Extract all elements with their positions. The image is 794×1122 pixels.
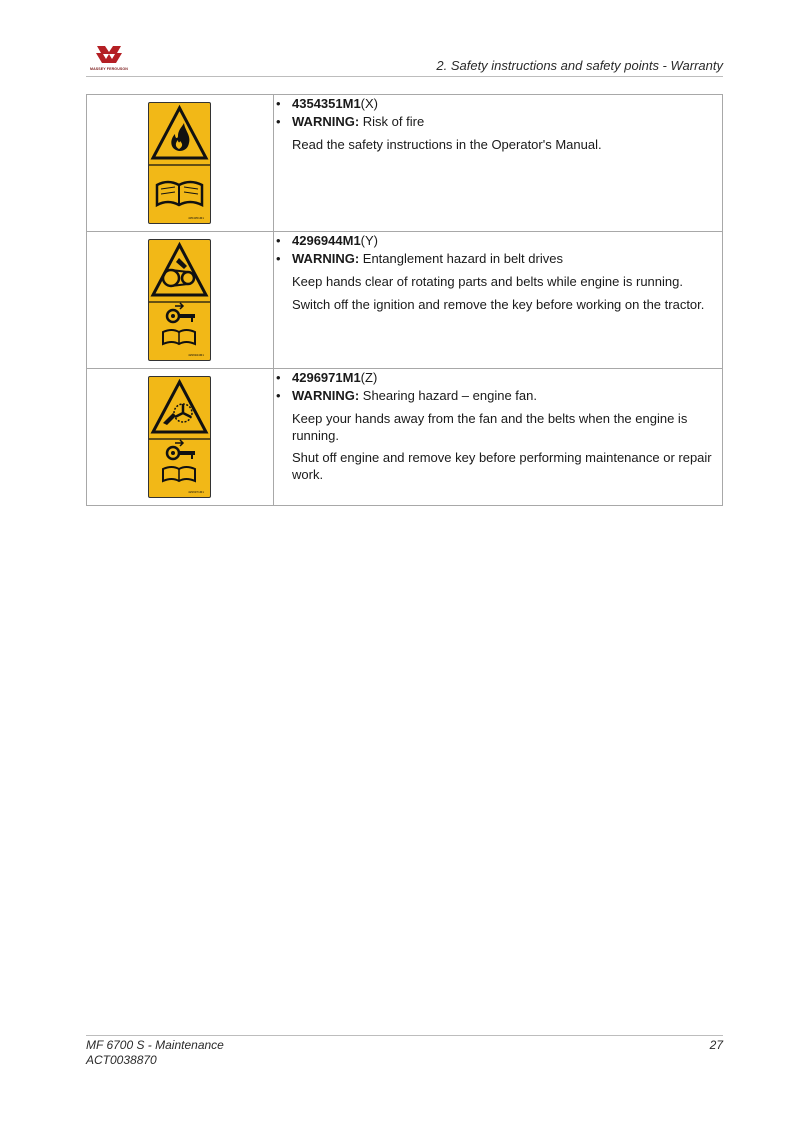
decal-description-cell (274, 95, 723, 232)
part-number-item (274, 369, 722, 387)
instruction-paragraph: Shut off engine and remove key before performing maintenance or repair work. (292, 450, 712, 482)
footer-divider (86, 1035, 723, 1036)
logo-text: MASSEY FERGUSON (90, 67, 128, 71)
footer-doc-title: MF 6700 S - Maintenance (86, 1038, 224, 1052)
decal-image-cell (87, 95, 274, 232)
decal-description-cell (274, 232, 723, 369)
instruction-paragraph: Keep hands clear of rotating parts and belts while engine is running. (292, 274, 683, 289)
warning-text: Risk of fire (359, 114, 425, 129)
part-number: 4296944M1 (292, 233, 361, 248)
decal-image-cell (87, 369, 274, 506)
warning-text: Entanglement hazard in belt drives (359, 251, 563, 266)
footer-doc-code: ACT0038870 (86, 1053, 157, 1067)
decal-description-cell (274, 369, 723, 506)
fan-shearing-icon (148, 376, 211, 498)
decal-position: (Z) (360, 370, 378, 385)
part-number-item (274, 232, 722, 250)
warning-label: WARNING: (292, 388, 360, 403)
safety-decals-table (86, 94, 723, 506)
warning-item (274, 250, 722, 268)
table-row (87, 369, 723, 506)
decal-image-cell (87, 232, 274, 369)
page-header-title: 2. Safety instructions and safety points - Warranty (436, 58, 723, 73)
page-number: 27 (709, 1038, 723, 1052)
belt-entanglement-icon (148, 239, 211, 361)
part-number-item (274, 95, 722, 113)
warning-item (274, 113, 722, 131)
decal-position: (Y) (360, 233, 379, 248)
warning-text: Shearing hazard – engine fan. (359, 388, 537, 403)
warning-item (274, 387, 722, 405)
table-row (87, 232, 723, 369)
part-number: 4354351M1 (292, 96, 361, 111)
fire-hazard-icon (148, 102, 211, 224)
decal-code: 4296971M1 (188, 490, 204, 494)
instruction-paragraph: Keep your hands away from the fan and the belts when the engine is running. (292, 411, 688, 443)
part-number: 4296971M1 (292, 370, 361, 385)
decal-position: (X) (360, 96, 379, 111)
warning-label: WARNING: (292, 251, 360, 266)
footer-doc-info (86, 1038, 224, 1068)
massey-ferguson-logo (86, 44, 132, 74)
warning-label: WARNING: (292, 114, 360, 129)
instruction-paragraph: Switch off the ignition and remove the key before working on the tractor. (292, 296, 705, 312)
instruction-paragraph: Read the safety instructions in the Operator's Manual. (292, 137, 602, 152)
header-divider (86, 76, 723, 77)
table-row (87, 95, 723, 232)
decal-code: 4296944M1 (188, 353, 204, 357)
decal-code: 4354351M1 (188, 216, 204, 220)
